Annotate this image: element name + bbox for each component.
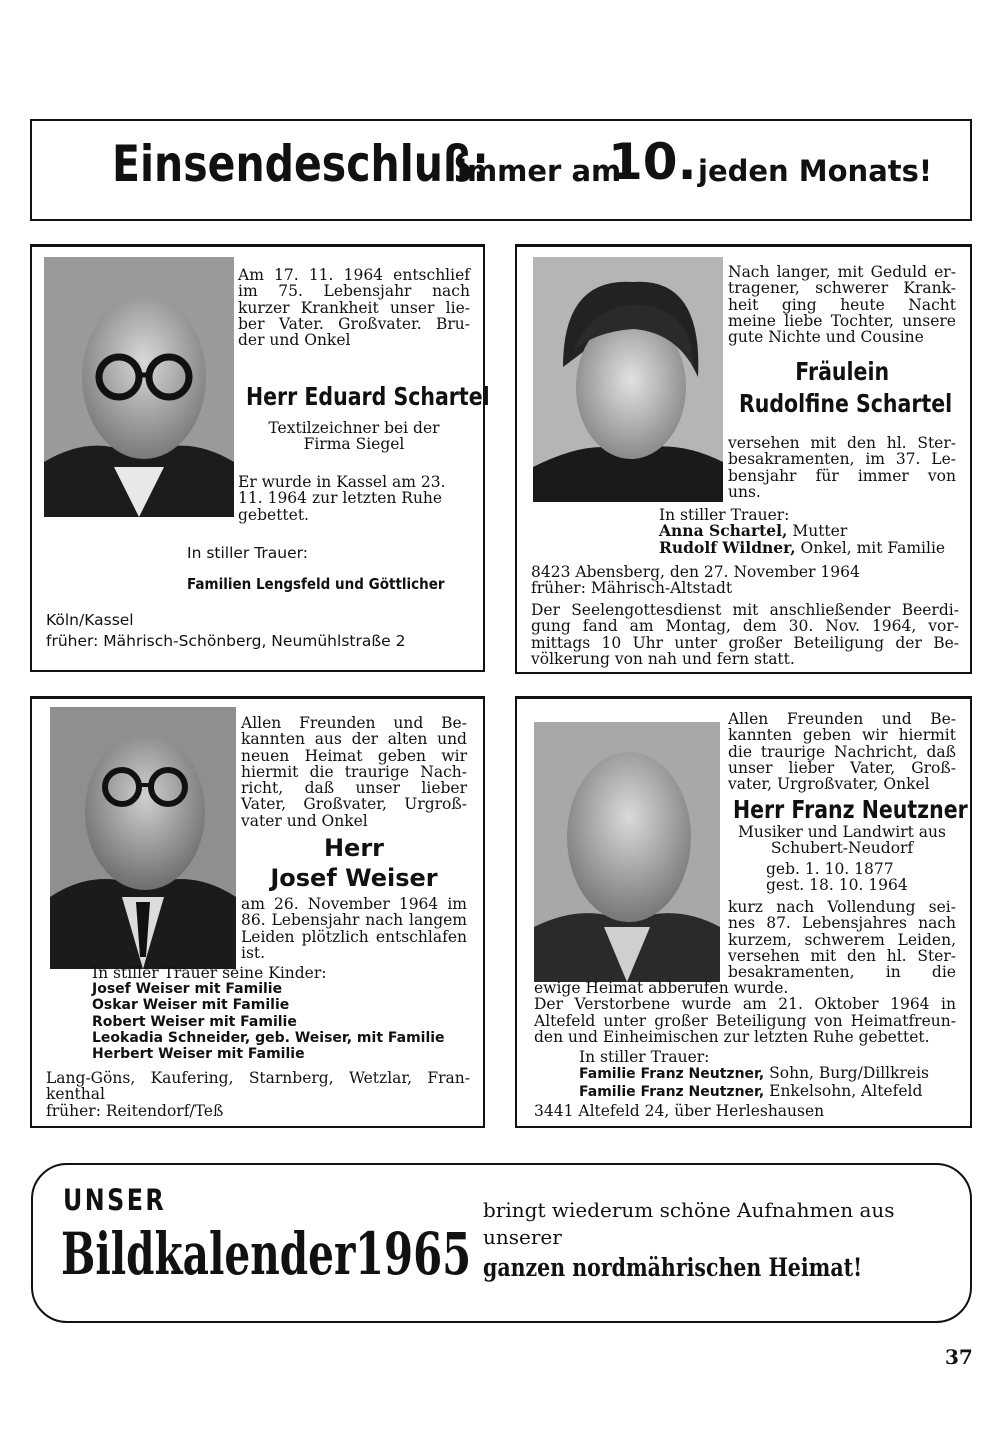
death-line: ist. [241,943,266,962]
job-line: Musiker und Landwirt aus [738,823,946,841]
sacraments-line: uns. [728,482,761,501]
place-date: 8423 Abensberg, den 27. November 1964 [531,563,860,581]
mourning-label: In stiller Trauer: [659,506,790,524]
places-line: Lang-Göns, Kaufering, Starnberg, Wetzlar, Fran- [46,1069,470,1087]
intro-line: kurzer Krankheit unser lie- [238,298,470,317]
intro-line: vater, Urgroßvater, Onkel [728,775,930,794]
deadline-rest-a: immer am [457,154,622,188]
mass-line: Der Seelengottesdienst mit anschließender Beerdi- [531,601,959,619]
former-home: früher: Reitendorf/Teß [46,1101,224,1120]
child-entry: Josef Weiser mit Familie [92,981,283,997]
former-home: früher: Mährisch-Schönberg, Neumühlstraße 2 [46,632,406,650]
mass-line: mittags 10 Uhr unter großer Beteiligung der Be- [531,633,959,652]
deadline-word: Einsendeschluß: [112,135,489,193]
burial-line: gebettet. [238,505,309,524]
deceased-name: Herr Franz Neutzner [733,795,968,824]
obituary-franz-neutzner [515,696,972,1128]
sacraments-line: besakramenten, im 37. Le- [728,450,956,469]
death-line: 86. Lebensjahr nach langem [241,911,467,930]
mourners: Familien Lengsfeld und Göttlicher [187,575,445,593]
child-entry: Robert Weiser mit Familie [92,1013,297,1030]
ad-line: bringt wiederum schöne Aufnahmen aus [483,1198,895,1222]
burial-line: Der Verstorbene wurde am 21. Oktober 1964 in [534,995,956,1014]
mourning-label: In stiller Trauer: [187,544,308,562]
deadline-rest-b: jeden Monats! [698,154,933,188]
mourner-name: Familie Franz Neutzner, [579,1066,765,1083]
death-line: besakramenten, in die [728,963,956,982]
job-line: Firma Siegel [303,435,405,454]
places-line: kenthal [46,1085,105,1104]
mourning-label: In stiller Trauer: [579,1048,710,1066]
place: Köln/Kassel [46,611,134,629]
child-entry: Leokadia Schneider, geb. Weiser, mit Familie [92,1029,445,1046]
death-line: nes 87. Lebensjahres nach [728,914,956,933]
intro-line: Nach langer, mit Geduld er- [728,263,956,281]
deceased-name: Josef Weiser [270,864,438,892]
deceased-name: Rudolfine Schartel [739,389,953,418]
intro-line: tragener, schwerer Krank- [728,279,956,298]
birth-date: geb. 1. 10. 1877 [766,860,894,878]
death-line: ewige Heimat abberufen wurde. [534,979,789,997]
ad-kicker: UNSER [63,1183,167,1217]
intro-line: Allen Freunden und Be- [241,714,467,732]
intro-line: die traurige Nachricht, daß [728,742,956,761]
intro-line: unser lieber Vater, Groß- [728,758,956,777]
intro-line: Allen Freunden und Be- [728,710,956,728]
death-line: kurzem, schwerem Leiden, [728,930,956,949]
job-line: Schubert-Neudorf [770,839,914,858]
mourner-name: Anna Schartel, [659,521,788,541]
intro-line: neuen Heimat geben wir [241,746,467,765]
mourner-name: Familie Franz Neutzner, [579,1083,765,1100]
child-entry: Herbert Weiser mit Familie [92,1046,305,1063]
child-entry: Oskar Weiser mit Familie [92,997,290,1014]
mourner-relation: Mutter [787,522,848,541]
deceased-title: Herr [323,834,385,862]
intro-line: vater und Onkel [241,811,368,830]
job-line: Textilzeichner bei der [268,419,440,437]
address: 3441 Altefeld 24, über Herleshausen [534,1102,825,1120]
obituary-josef-weiser [30,696,485,1128]
sacraments-line: bensjahr für immer von [728,466,956,485]
mourner-relation: Onkel, mit Familie [795,538,946,557]
mourner-relation: Sohn, Burg/Dillkreis [764,1064,930,1083]
obituary-eduard-schartel [30,244,490,672]
portrait-photo [533,257,723,502]
portrait-photo [50,707,236,969]
intro-line: Am 17. 11. 1964 entschlief [238,266,470,284]
intro-line: der und Onkel [238,331,351,350]
page-number: 37 [945,1345,973,1369]
intro-line: kannten geben wir hiermit [728,726,956,745]
burial-line: Er wurde in Kassel am 23. [238,473,446,491]
intro-line: richt, daß unser lieber [241,779,467,798]
intro-line: kannten aus der alten und [241,730,467,749]
portrait-photo [534,722,720,982]
death-date: gest. 18. 10. 1964 [766,876,908,895]
portrait-photo [44,257,234,517]
intro-line: hiermit die traurige Nach- [241,762,467,781]
deadline-day: 10. [608,133,697,191]
mourner-name: Rudolf Wildner, [659,537,796,557]
intro-line: heit ging heute Nacht [728,295,956,314]
ad-line: unserer [483,1225,562,1249]
death-line: am 26. November 1964 im [241,895,467,913]
intro-line: meine liebe Tochter, unsere [728,311,956,330]
mass-line: gung fand am Montag, dem 30. Nov. 1964, vor- [531,617,959,636]
deadline-banner [30,119,972,221]
burial-line: Altefeld unter großer Beteiligung von Heimatfreun- [534,1011,956,1030]
calendar-advertisement [31,1163,972,1323]
ad-year: 1965 [355,1220,472,1288]
intro-line: ber Vater. Großvater. Bru- [238,314,470,333]
ad-line: ganzen nordmährischen Heimat! [483,1253,863,1282]
burial-line: den und Einheimischen zur letzten Ruhe gebettet. [534,1027,930,1046]
mourning-label: In stiller Trauer seine Kinder: [92,964,327,982]
death-line: kurz nach Vollendung sei- [728,898,956,916]
mourner-relation: Enkelsohn, Altefeld [764,1081,923,1100]
intro-line: Vater, Großvater, Urgroß- [241,795,467,814]
burial-line: 11. 1964 zur letzten Ruhe [238,489,443,508]
deceased-name: Herr Eduard Schartel [246,382,490,411]
obituary-rudolfine-schartel [515,244,972,674]
former-home: früher: Mährisch-Altstadt [531,579,733,598]
intro-line: im 75. Lebensjahr nach [238,282,470,301]
ad-title: Bildkalender [61,1220,356,1288]
mass-line: völkerung von nah und fern statt. [531,649,795,668]
sacraments-line: versehen mit den hl. Ster- [728,434,956,452]
death-line: Leiden plötzlich entschlafen [241,927,467,946]
death-line: versehen mit den hl. Ster- [728,946,956,965]
intro-line: gute Nichte und Cousine [728,328,924,347]
deceased-title: Fräulein [795,357,889,386]
